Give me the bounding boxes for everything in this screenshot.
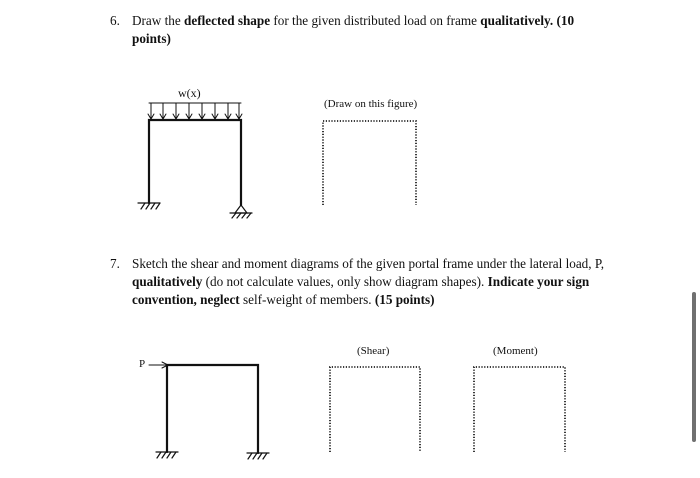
q7-frame [167, 365, 258, 453]
question-6-number: 6. [110, 13, 120, 28]
draw-caption: (Draw on this figure) [324, 98, 418, 110]
q6-text-part: for the given distributed load on frame [270, 13, 481, 28]
q7-text-part: self-weight of members. [239, 292, 375, 307]
lateral-load-arrow [149, 362, 168, 368]
distributed-load-label: w(x) [178, 86, 201, 100]
q6-text-part: deflected shape [184, 13, 271, 28]
vertical-scrollbar[interactable] [692, 292, 696, 442]
moment-draw-frame [474, 367, 565, 452]
q7-text-part: (15 points) [374, 292, 435, 307]
q7-text-part: Indicate your sign convention, neglect [132, 274, 590, 307]
moment-caption: (Moment) [493, 345, 538, 357]
shear-draw-frame [330, 367, 420, 452]
question-7-number: 7. [110, 256, 120, 271]
q7-text-part: Sketch the shear and moment diagrams of the given portal frame under the lateral load, P, [132, 256, 605, 271]
shear-caption: (Shear) [357, 345, 390, 357]
q6-text-part: qualitatively. (10 points) [132, 13, 575, 46]
q7-text-part: qualitatively [132, 274, 203, 289]
q6-text-part: Draw the [132, 13, 184, 28]
lateral-load-label: P [139, 358, 146, 370]
q7-text-part: (do not calculate values, only show diagram shapes). [202, 274, 488, 289]
